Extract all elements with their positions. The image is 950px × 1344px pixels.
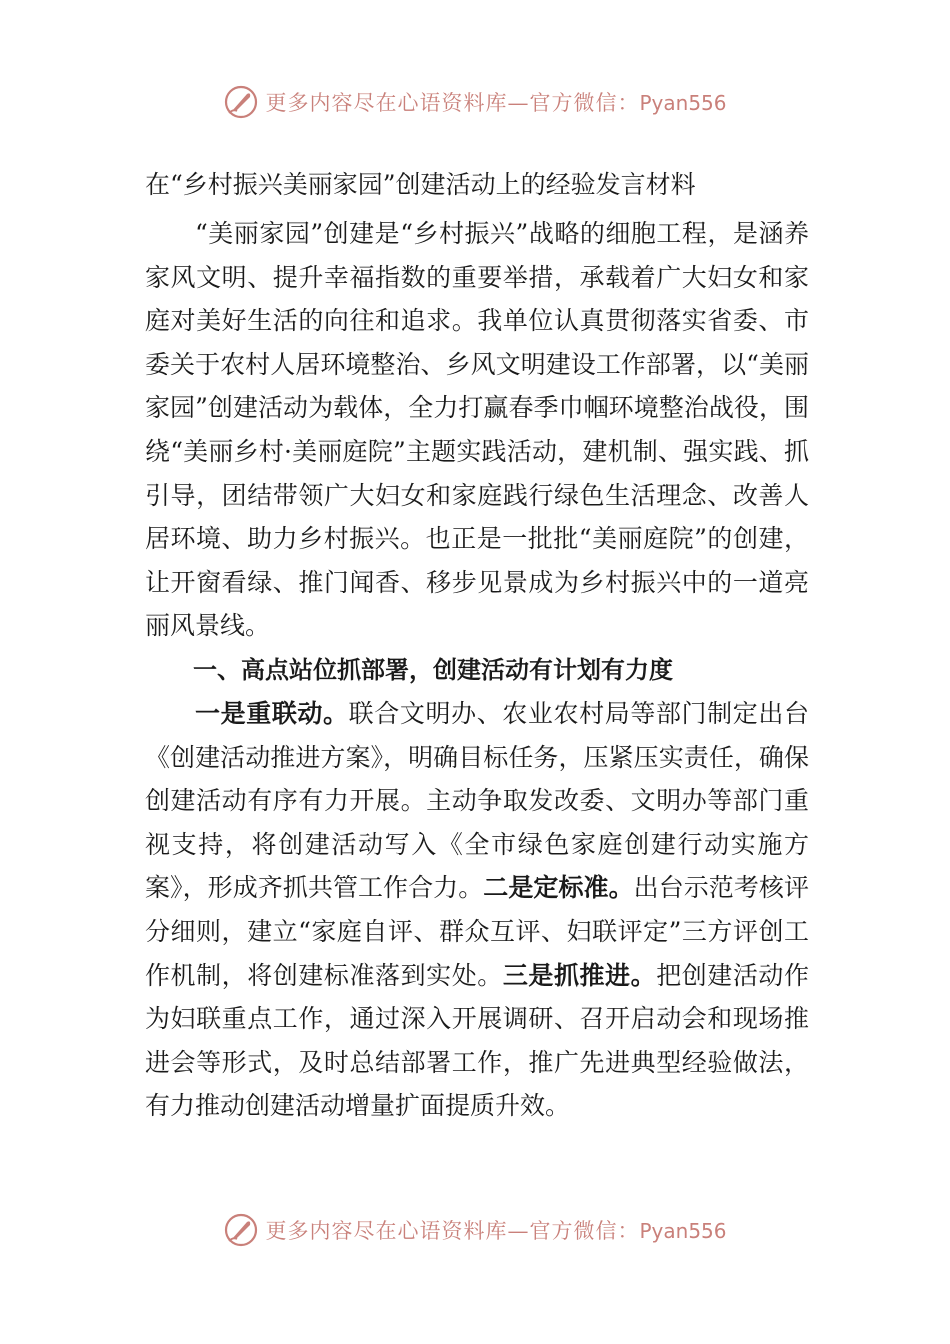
point-1-text: 联合文明办、农业农村局等部门制定出台《创建活动推进方案》，明确目标任务，压紧压实责任，确保创建活动有序有力开展。主动争取发改委、文明办等部门重视支持，将创建活动写入《全市绿色家庭创建行动实施方案》，形成齐抓共管工作合力。 — [145, 698, 809, 903]
footer-watermark-banner — [0, 1210, 950, 1250]
watermark-text — [265, 87, 726, 117]
watermark-prefix: 更多内容尽在心语资料库—官方微信： — [265, 1219, 640, 1243]
point-3-text: 把创建活动作为妇联重点工作，通过深入开展调研、召开启动会和现场推进会等形式，及时总结部署工作，推广先进典型经验做法，有力推动创建活动增量扩面提质升效。 — [145, 960, 809, 1121]
point-2-text: 出台示范考核评分细则，建立“家庭自评、群众互评、妇联评定”三方评创工作机制，将创建标准落到实处。 — [145, 873, 809, 990]
document-body — [145, 160, 809, 1128]
section-1-heading: 一、高点站位抓部署，创建活动有计划有力度 — [193, 655, 673, 684]
wechat-id: Pyan556 — [639, 1219, 727, 1243]
wechat-id: Pyan556 — [639, 91, 727, 115]
point-2-label: 二是定标准。 — [483, 873, 634, 903]
section-1-paragraph — [145, 692, 809, 1128]
point-1-label: 一是重联动。 — [195, 698, 349, 728]
header-watermark-banner — [0, 82, 950, 122]
point-3-label: 三是抓推进。 — [502, 960, 657, 990]
watermark-prefix: 更多内容尽在心语资料库—官方微信： — [265, 91, 640, 115]
watermark-text — [265, 1215, 726, 1245]
document-title: 在“乡村振兴美丽家园”创建活动上的经验发言材料 — [145, 170, 696, 199]
quill-logo-icon — [223, 84, 259, 120]
intro-paragraph: “美丽家园”创建是“乡村振兴”战略的细胞工程，是涵养家风文明、提升幸福指数的重要举措，承载着广大妇女和家庭对美好生活的向往和追求。我单位认真贯彻落实省委、市委关于农村人居环境整治、乡风文明建设工作部署，以“美丽家园”创建活动为载体，全力打赢春季巾帼环境整治战役，围绕“美丽乡村·美丽庭院”主题实践活动，建机制、强实践、抓引导，团结带领广大妇女和家庭践行绿色生活理念、改善人居环境、助力乡村振兴。也正是一批批“美丽庭院”的创建，让开窗看绿、推门闻香、移步见景成为乡村振兴中的一道亮丽风景线。 — [145, 219, 809, 641]
quill-logo-icon — [223, 1212, 259, 1248]
